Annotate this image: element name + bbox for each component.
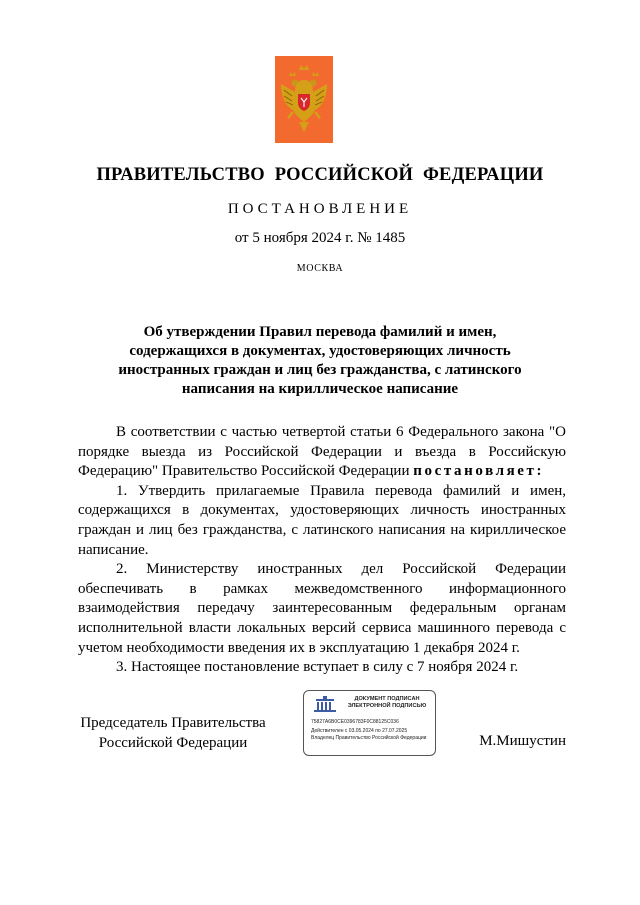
position-line-2: Российской Федерации <box>98 734 248 751</box>
coat-of-arms-icon <box>275 56 333 143</box>
certificate-owner: Владелец Правительство Российской Федерации <box>311 735 427 741</box>
signatory-name: М.Мишустин <box>479 733 566 749</box>
position-line-1: Председатель Правительства <box>80 715 266 731</box>
item-2-paragraph: 2. Министерству иностранных дел Российской Федерации обеспечивать в рамках межведомственного информационного взаимодействия передачу заинтересованным федеральным органам исполнительной власти локальных версий сервиса машинного перевода с учетом необходимости введения их в эксплуатацию 1 декабря 2024 г. <box>78 561 566 656</box>
decree-heading: Об утверждении Правил перевода фамилий и имен, содержащихся в документах, удостоверяющих личность иностранных граждан и лиц без гражданства, с латинского написания на кириллическое написание <box>118 324 522 397</box>
stamp-title <box>340 696 434 710</box>
electronic-signature-stamp <box>303 690 436 756</box>
government-title: ПРАВИТЕЛЬСТВО РОССИЙСКОЙ ФЕДЕРАЦИИ <box>96 165 544 185</box>
government-building-icon <box>312 695 338 713</box>
stamp-title-line-1: ДОКУМЕНТ ПОДПИСАН <box>354 696 420 702</box>
certificate-validity: Действителен с 03.05.2024 по 27.07.2025 <box>311 728 408 734</box>
certificate-number: 75827A6B0CE0396783F0C88125C036 <box>311 719 399 725</box>
decree-date-number: от 5 ноября 2024 г. № 1485 <box>234 230 406 246</box>
stamp-title-line-2: ЭЛЕКТРОННОЙ ПОДПИСЬЮ <box>347 703 427 709</box>
signatory-position <box>78 714 268 753</box>
item-1-paragraph: 1. Утвердить прилагаемые Правила перевода фамилий и имен, содержащихся в документах, удостоверяющих личность иностранных граждан и лиц без гражданства, с латинского написания на кириллическое написание. <box>78 482 566 558</box>
preamble-paragraph <box>78 423 566 482</box>
decrees-word: постановляет: <box>413 463 545 480</box>
decree-body <box>78 423 566 678</box>
decree-city: МОСКВА <box>296 263 344 274</box>
preamble-text: В соответствии с частью четвертой статьи 6 Федерального закона "О порядке выезда из Российской Федерации и въезда в Российскую Федерацию" Правительство Российской Федерации <box>78 424 566 480</box>
document-type: ПОСТАНОВЛЕНИЕ <box>227 201 413 217</box>
item-3-paragraph: 3. Настоящее постановление вступает в силу с 7 ноября 2024 г. <box>116 659 519 676</box>
